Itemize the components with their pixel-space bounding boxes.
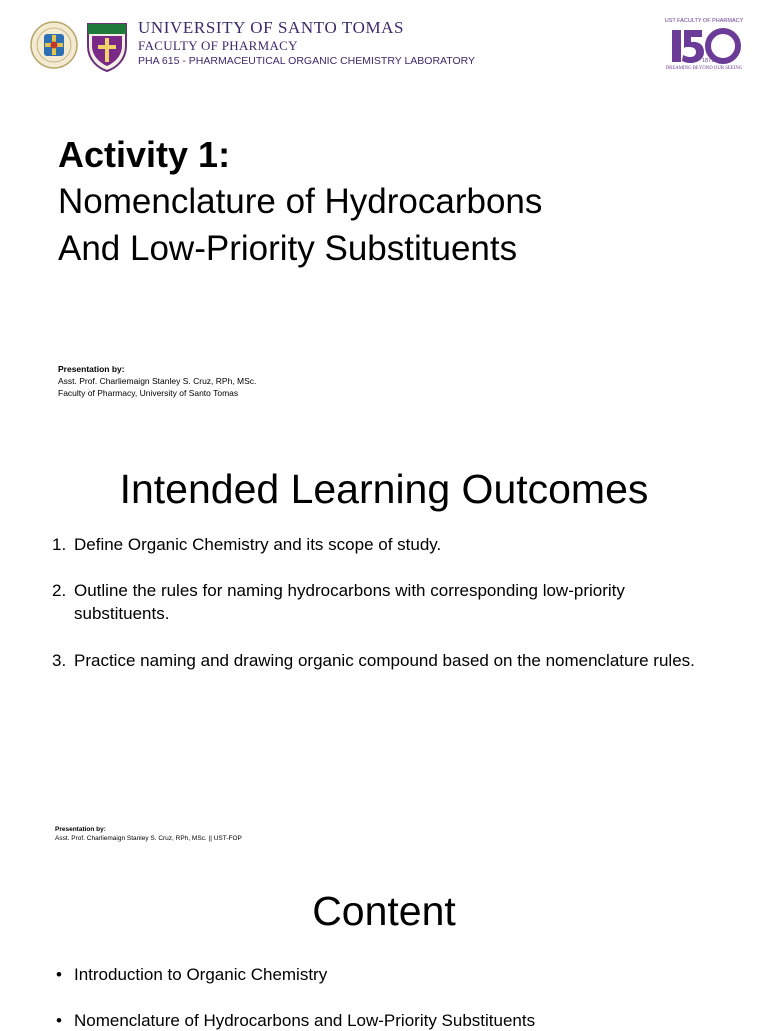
course-code: PHA 615 - PHARMACEUTICAL ORGANIC CHEMISTRY LABORATORY xyxy=(138,55,476,67)
content-title: Content xyxy=(312,888,456,934)
pharmacy-crest-logo xyxy=(84,18,130,72)
faculty-name: FACULTY OF PHARMACY xyxy=(138,38,298,53)
presentation-by-label: Presentation by: xyxy=(58,364,125,374)
anniversary-tagline: DREAMING BEYOND OUR SEEING xyxy=(665,66,743,71)
content-item-text: Introduction to Organic Chemistry xyxy=(74,965,328,984)
ust-seal-logo xyxy=(30,20,78,70)
outcome-number: 2. xyxy=(52,581,67,600)
outcome-number: 1. xyxy=(52,535,67,554)
activity-title: Activity 1: xyxy=(58,134,231,175)
learning-outcomes-title: Intended Learning Outcomes xyxy=(119,466,649,512)
content-item-text: Nomenclature of Hydrocarbons and Low-Priority Substituents xyxy=(74,1011,536,1030)
bullet-marker: • xyxy=(56,965,62,984)
presentation-by-label: Presentation by: xyxy=(55,826,106,833)
content-list-item xyxy=(56,1011,535,1031)
presenter-name: Asst. Prof. Charliemaign Stanley S. Cruz, RPh, MSc. xyxy=(58,376,257,386)
anniversary-top-text: UST FACULTY OF PHARMACY xyxy=(664,18,744,24)
anniversary-logo xyxy=(664,18,744,74)
outcome-text: Practice naming and drawing organic compound based on the nomenclature rules. xyxy=(74,651,695,670)
activity-subtitle-line2: And Low-Priority Substituents xyxy=(58,229,518,268)
outcome-text: Define Organic Chemistry and its scope of study. xyxy=(74,535,442,554)
outcome-item xyxy=(52,579,714,625)
outcome-number: 3. xyxy=(52,651,67,670)
anniversary-years: 1871-2021 xyxy=(702,58,729,64)
outcome-text: Outline the rules for naming hydrocarbons with corresponding low-priority substituents. xyxy=(74,581,625,623)
presenter-credit: Asst. Prof. Charliemaign Stanley S. Cruz, RPh, MSc. || UST-FOP xyxy=(55,835,242,842)
content-list-item xyxy=(56,965,327,985)
university-name: UNIVERSITY OF SANTO TOMAS xyxy=(138,18,405,37)
bullet-marker: • xyxy=(56,1011,62,1030)
outcome-item xyxy=(52,649,714,672)
outcome-item xyxy=(52,533,714,556)
presenter-affiliation: Faculty of Pharmacy, University of Santo Tomas xyxy=(58,388,239,398)
activity-subtitle-line1: Nomenclature of Hydrocarbons xyxy=(58,182,543,221)
